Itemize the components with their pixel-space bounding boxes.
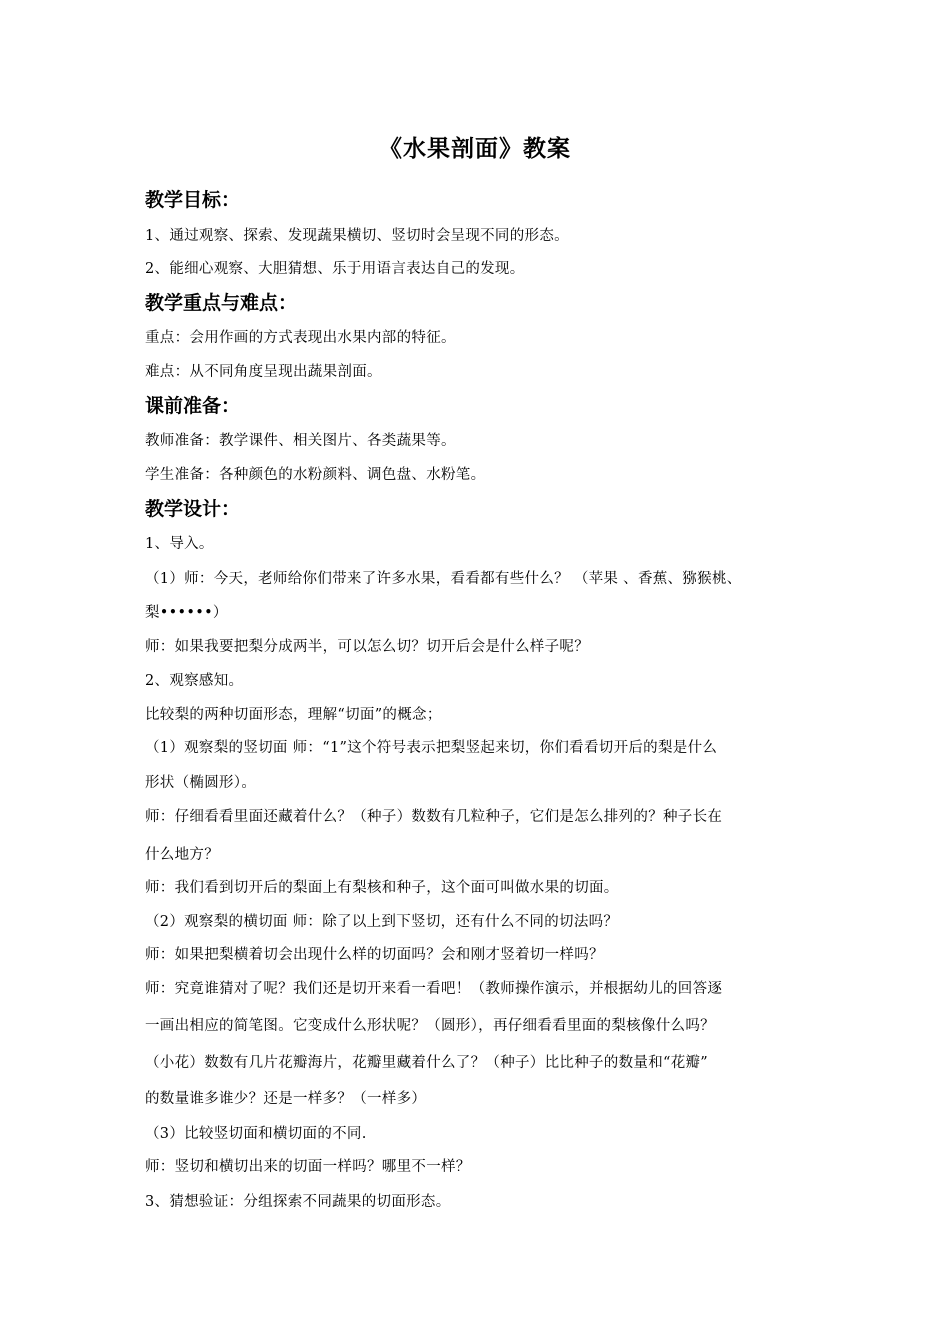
section-heading-preparation: 课前准备： [145, 395, 241, 417]
goal-item-1: 1、通过观察、探索、发现蔬果横切、竖切时会呈现不同的形态。 [145, 228, 569, 244]
design-line-16: （小花）数数有几片花瓣海片，花瓣里藏着什么了？（种子）比比种子的数量和“花瓣” [145, 1055, 709, 1071]
design-line-11: 师：我们看到切开后的梨面上有梨核和种子，这个面可叫做水果的切面。 [145, 880, 619, 896]
section-heading-design: 教学设计： [145, 498, 241, 520]
design-line-9: 师：仔细看看里面还藏着什么？（种子）数数有几粒种子，它们是怎么排列的？种子长在 [145, 809, 723, 825]
design-line-17: 的数量谁多谁少？还是一样多？（一样多） [145, 1091, 427, 1107]
design-line-8: 形状（椭圆形）。 [145, 775, 257, 791]
design-line-6: 比较梨的两种切面形态，理解“切面”的概念； [145, 707, 442, 723]
design-line-3: 梨••••••） [145, 605, 228, 621]
design-line-4: 师：如果我要把梨分成两半，可以怎么切？切开后会是什么样子呢？ [145, 639, 589, 655]
design-line-10: 什么地方？ [145, 847, 219, 863]
key-point-item-1: 重点：会用作画的方式表现出水果内部的特征。 [145, 330, 456, 346]
document-title: 《水果剖面》教案 [379, 135, 571, 162]
design-line-15: 一画出相应的简笔图。它变成什么形状呢？（圆形），再仔细看看里面的梨核像什么吗？ [145, 1018, 715, 1034]
design-line-12: （2）观察梨的横切面 师：除了以上到下竖切，还有什么不同的切法吗？ [145, 914, 619, 930]
design-line-1: 1、导入。 [145, 536, 214, 552]
design-line-5: 2、观察感知。 [145, 673, 244, 689]
design-line-7: （1）观察梨的竖切面 师：“1”这个符号表示把梨竖起来切，你们看看切开后的梨是什么 [145, 740, 718, 756]
section-heading-goals: 教学目标： [145, 189, 241, 211]
preparation-item-1: 教师准备：教学课件、相关图片、各类蔬果等。 [145, 433, 456, 449]
design-line-14: 师：究竟谁猜对了呢？我们还是切开来看一看吧！（教师操作演示，并根据幼儿的回答逐 [145, 981, 723, 997]
section-heading-key-points: 教学重点与难点： [145, 292, 298, 314]
design-line-18: （3）比较竖切面和横切面的不同. [145, 1126, 367, 1142]
design-line-2: （1）师：今天，老师给你们带来了许多水果，看看都有些什么？ （苹果 、香蕉、猕猴桃、 [145, 571, 742, 587]
design-line-19: 师：竖切和横切出来的切面一样吗？哪里不一样？ [145, 1159, 471, 1175]
goal-item-2: 2、能细心观察、大胆猜想、乐于用语言表达自己的发现。 [145, 261, 525, 277]
design-line-20: 3、猜想验证：分组探索不同蔬果的切面形态。 [145, 1194, 451, 1210]
design-line-13: 师：如果把梨横着切会出现什么样的切面吗？会和刚才竖着切一样吗？ [145, 947, 604, 963]
key-point-item-2: 难点：从不同角度呈现出蔬果剖面。 [145, 364, 382, 380]
preparation-item-2: 学生准备：各种颜色的水粉颜料、调色盘、水粉笔。 [145, 467, 486, 483]
